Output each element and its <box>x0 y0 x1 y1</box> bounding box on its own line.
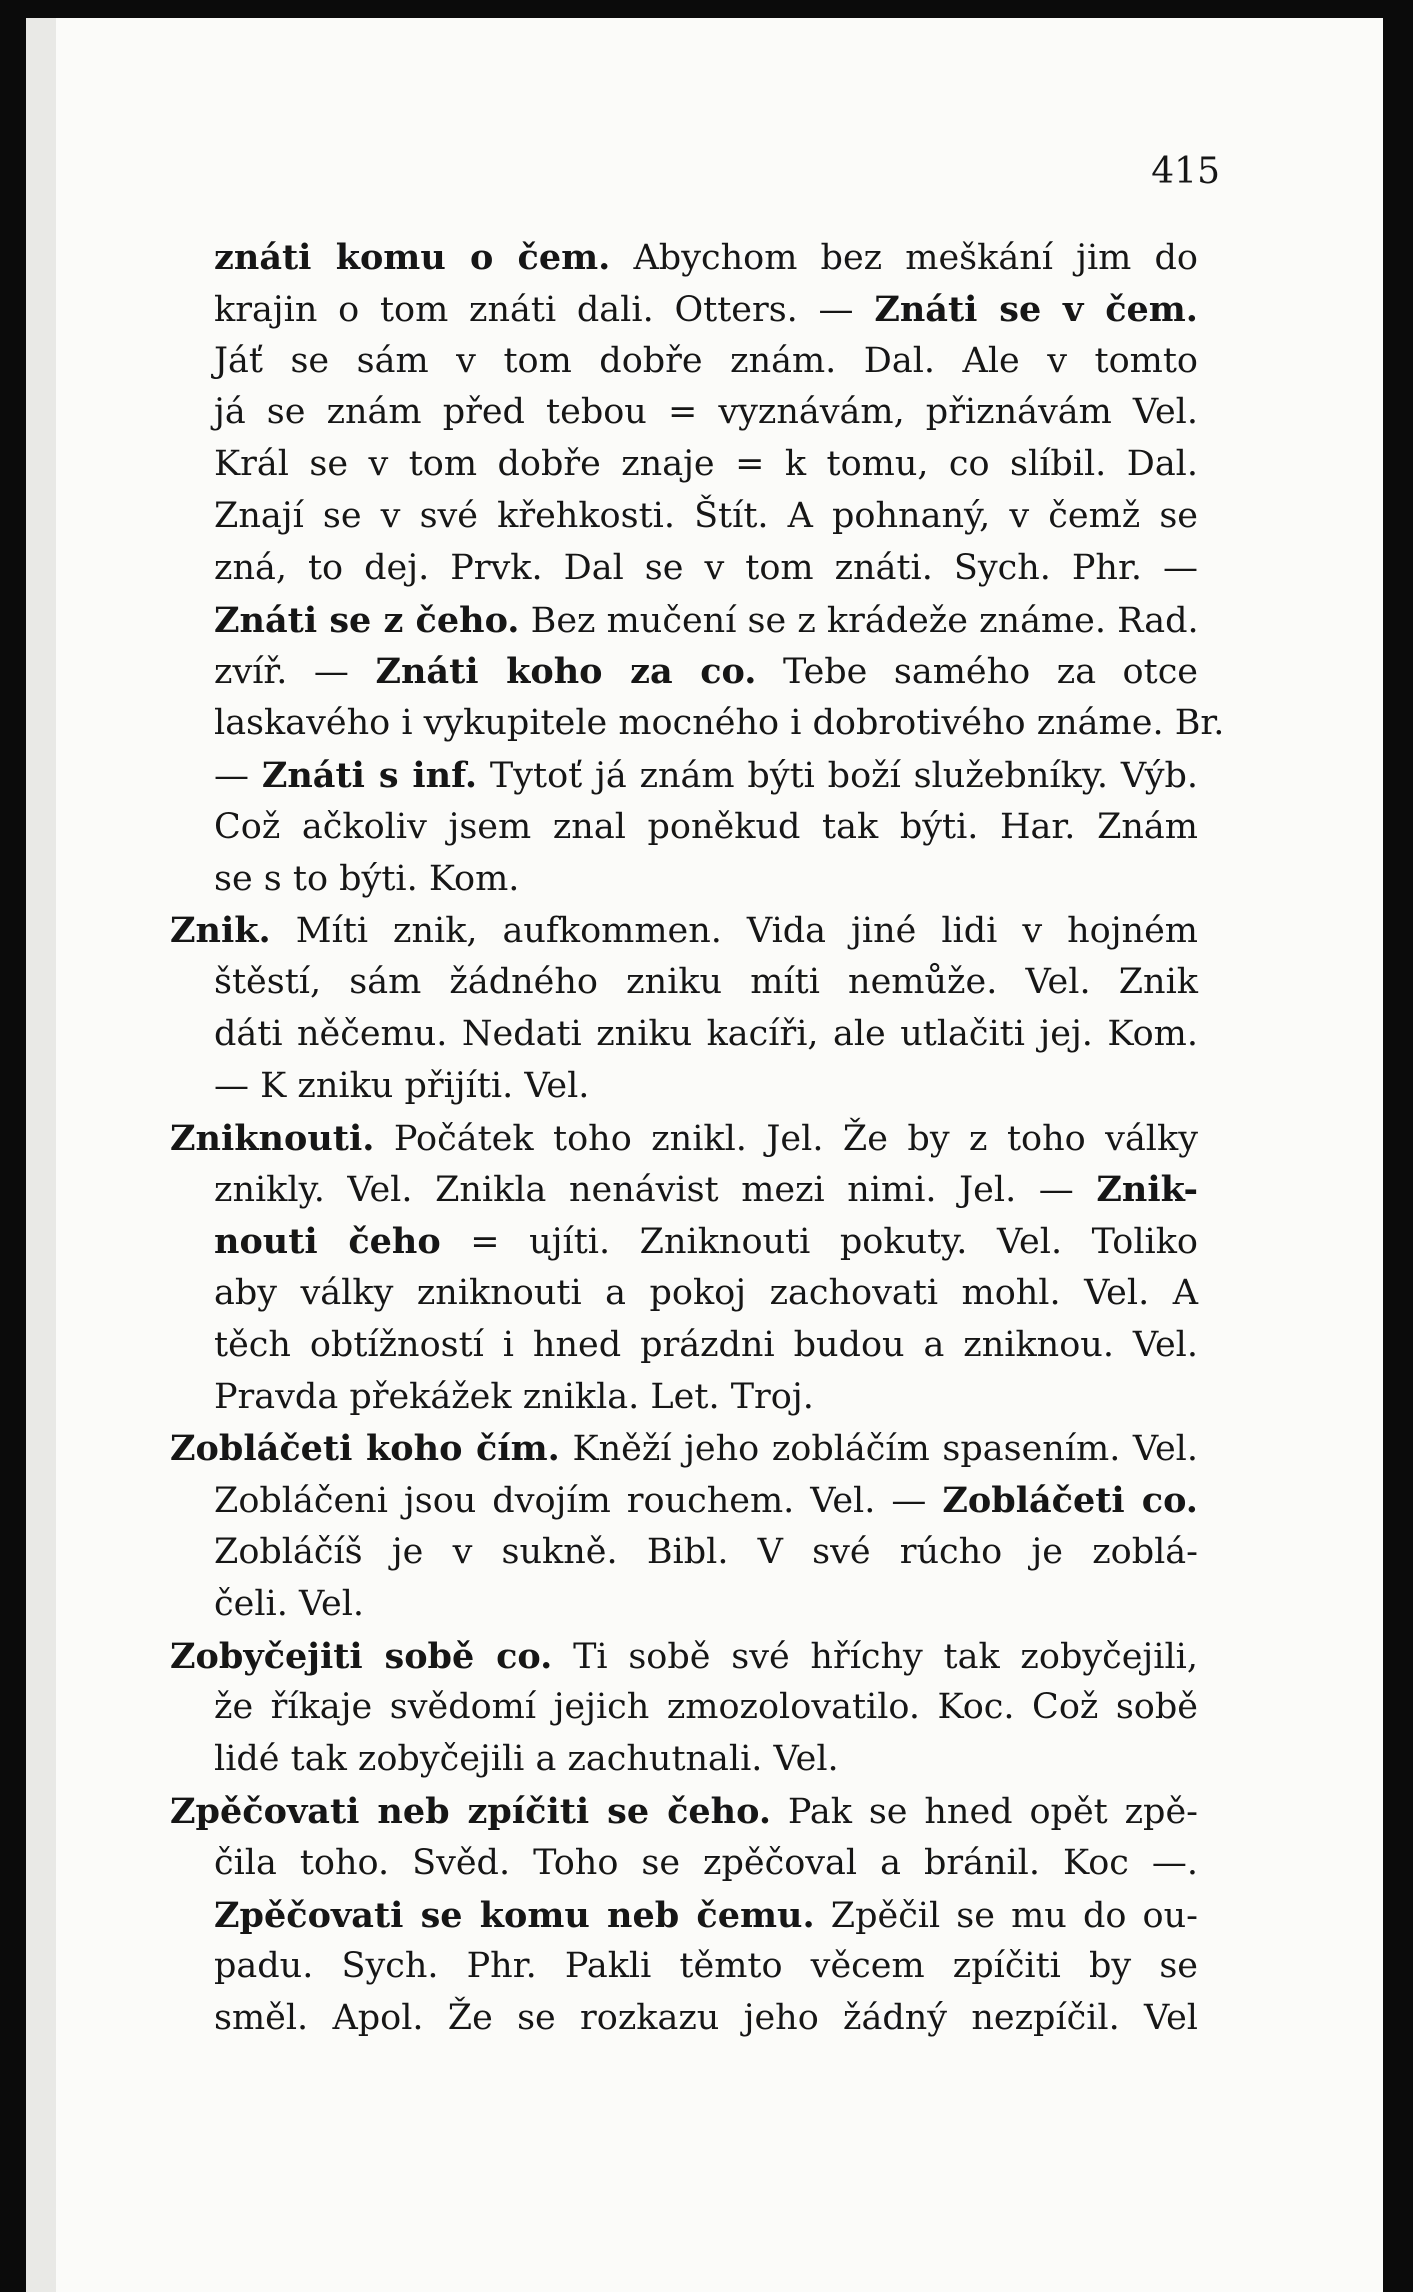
text-segment: Ti sobě své hříchy tak zobyčejili, <box>552 1636 1198 1677</box>
text-segment: Pak se hned opět zpě- <box>771 1791 1198 1832</box>
text-segment: zvíř. — <box>214 652 376 693</box>
text-line <box>214 439 1198 491</box>
text-segment: — <box>214 755 262 796</box>
headword-segment: Znik- <box>1096 1169 1198 1211</box>
text-line <box>214 750 1198 802</box>
text-line <box>214 284 1198 336</box>
dictionary-text-column <box>170 232 1225 2045</box>
text-line <box>214 1268 1198 1320</box>
text-line <box>214 1890 1198 1942</box>
text-segment: já se znám před tebou = vyznávám, přiznávám Vel. <box>214 392 1198 433</box>
text-line <box>170 905 1198 957</box>
headword-segment: Znáti se v čem. <box>874 288 1198 330</box>
text-segment: padu. Sych. Phr. Pakli těmto věcem zpíčiti by se <box>214 1946 1198 1987</box>
text-segment: štěstí, sám žádného zniku míti nemůže. Vel. Znik <box>214 962 1198 1003</box>
text-segment: že říkaje svědomí jejich zmozolovatilo. Koc. Což sobě <box>214 1687 1198 1728</box>
text-segment: = ujíti. Zniknouti pokuty. Vel. Toliko <box>440 1222 1198 1263</box>
text-line <box>214 1579 1198 1631</box>
headword-segment: znáti komu o čem. <box>214 237 611 278</box>
scan-border-left <box>0 0 26 2292</box>
text-line <box>214 1061 1198 1113</box>
text-line <box>214 646 1198 698</box>
headword-segment: Znáti s inf. <box>261 754 478 796</box>
page-number: 415 <box>1151 151 1220 192</box>
text-line <box>170 1631 1198 1683</box>
text-line <box>214 232 1198 284</box>
text-line <box>214 802 1198 854</box>
text-segment: Znají se v své křehkosti. Štít. A pohnaný, v čemž se <box>214 495 1198 536</box>
text-segment: laskavého i vykupitele mocného i dobrotivého známe. Br. <box>214 703 1225 744</box>
text-segment: se s to býti. Kom. <box>214 858 520 899</box>
text-line <box>214 1164 1198 1216</box>
headword-segment: Zobláčeti koho čím. <box>170 1428 560 1470</box>
text-line <box>170 1113 1198 1165</box>
text-segment: Zobláčeni jsou dvojím rouchem. Vel. — <box>214 1481 943 1522</box>
text-segment: Zpěčil se mu do ou- <box>814 1895 1198 1936</box>
text-segment: těch obtížností i hned prázdni budou a zniknou. Vel. <box>214 1324 1198 1365</box>
text-segment: Pravda překážek znikla. Let. Troj. <box>214 1376 814 1417</box>
text-line <box>214 1734 1198 1786</box>
text-segment: Tebe samého za otce <box>756 652 1199 693</box>
text-line <box>214 336 1198 388</box>
scan-border-top <box>0 0 1413 18</box>
text-line <box>214 1372 1198 1424</box>
text-line <box>214 957 1198 1009</box>
headword-segment: nouti čeho <box>214 1221 441 1263</box>
text-segment: čila toho. Svěd. Toho se zpěčoval a bránil. Koc —. <box>214 1842 1198 1883</box>
text-line <box>170 1423 1198 1475</box>
text-line <box>214 543 1198 595</box>
text-segment: znikly. Vel. Znikla nenávist mezi nimi. Jel. — <box>214 1170 1097 1211</box>
headword-segment: Znáti se z čeho. <box>214 599 520 641</box>
text-segment: Král se v tom dobře znaje = k tomu, co slíbil. Dal. <box>214 444 1198 485</box>
page-gutter-shadow <box>26 18 56 2292</box>
text-line <box>214 1682 1198 1734</box>
text-line <box>214 1216 1198 1268</box>
headword-segment: Zobláčeti co. <box>942 1480 1198 1522</box>
text-line <box>214 854 1198 906</box>
text-line <box>214 491 1198 543</box>
text-line <box>214 1009 1198 1061</box>
text-segment: čeli. Vel. <box>214 1583 365 1624</box>
text-line <box>214 1941 1198 1993</box>
text-line <box>214 1993 1198 2045</box>
text-segment: Bez mučení se z krádeže známe. Rad. <box>519 600 1199 641</box>
headword-segment: Znik. <box>170 910 271 952</box>
text-line <box>214 698 1225 750</box>
text-segment: směl. Apol. Že se rozkazu jeho žádný nezpíčil. Vel <box>214 1998 1198 2039</box>
text-segment: Tytoť já znám býti boží služebníky. Výb. <box>477 755 1198 796</box>
text-segment: — K zniku přijíti. Vel. <box>214 1065 590 1106</box>
text-line <box>214 1475 1198 1527</box>
text-line <box>214 1320 1198 1372</box>
text-segment: Počátek toho znikl. Jel. Že by z toho války <box>374 1118 1198 1159</box>
text-segment: aby války zniknouti a pokoj zachovati mohl. Vel. A <box>214 1272 1198 1313</box>
text-segment: Míti znik, aufkommen. Vida jiné lidi v hojném <box>270 911 1198 952</box>
text-line <box>214 595 1198 647</box>
headword-segment: Zniknouti. <box>170 1117 375 1159</box>
scan-border-right <box>1383 0 1413 2292</box>
text-segment: lidé tak zobyčejili a zachutnali. Vel. <box>214 1739 839 1780</box>
text-line <box>214 1838 1198 1890</box>
text-segment: Což ačkoliv jsem znal poněkud tak býti. Har. Znám <box>214 806 1198 847</box>
headword-segment: Zobyčejiti sobě co. <box>170 1635 553 1677</box>
headword-segment: Znáti koho za co. <box>375 651 757 693</box>
headword-segment: Zpěčovati neb zpíčiti se čeho. <box>170 1790 772 1832</box>
text-segment: Jáť se sám v tom dobře znám. Dal. Ale v tomto <box>214 340 1198 381</box>
text-line <box>170 1786 1198 1838</box>
headword-segment: Zpěčovati se komu neb čemu. <box>214 1894 815 1936</box>
text-segment: Abychom bez meškání jim do <box>610 238 1198 278</box>
text-segment: krajin o tom znáti dali. Otters. — <box>214 289 875 330</box>
text-segment: dáti něčemu. Nedati zniku kacíři, ale utlačiti jej. Kom. <box>214 1013 1198 1054</box>
text-line <box>214 387 1198 439</box>
text-segment: zná, to dej. Prvk. Dal se v tom znáti. Sych. Phr. — <box>214 547 1198 588</box>
text-line <box>214 1527 1198 1579</box>
text-segment: Zobláčíš je v sukně. Bibl. V své rúcho je zoblá- <box>214 1531 1198 1572</box>
text-segment: Kněží jeho zobláčím spasením. Vel. <box>559 1429 1198 1470</box>
